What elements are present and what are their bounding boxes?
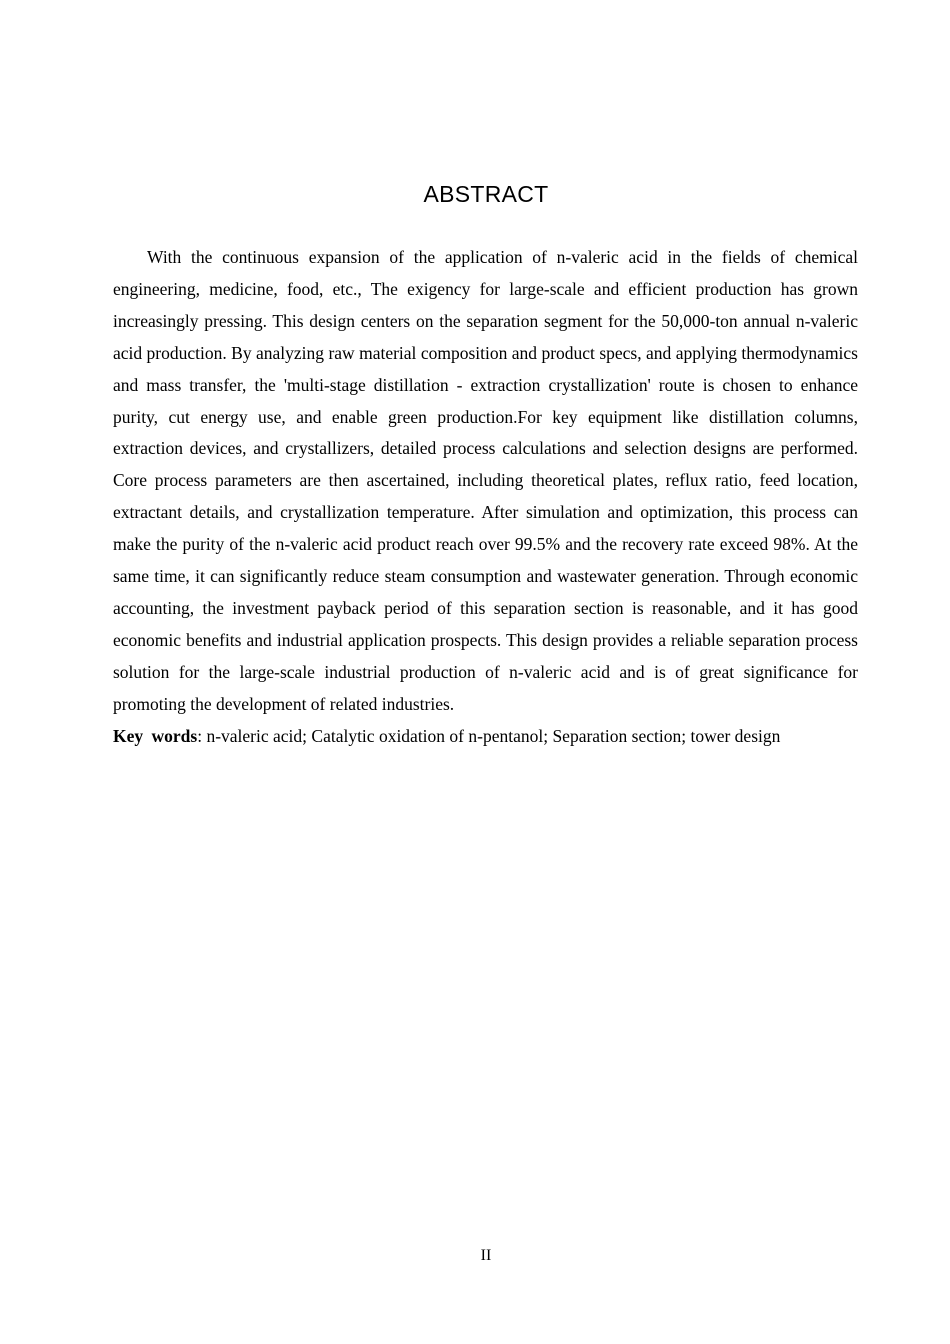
keywords-text: n-valeric acid; Catalytic oxidation of n-pentanol; Separation section; tower design bbox=[202, 725, 781, 746]
keywords-separator: : bbox=[197, 725, 203, 746]
keywords-line bbox=[113, 721, 858, 753]
abstract-body bbox=[113, 242, 858, 753]
page-number: II bbox=[480, 1247, 492, 1264]
abstract-title: ABSTRACT bbox=[423, 181, 549, 207]
abstract-paragraph: With the continuous expansion of the application of n-valeric acid in the fields of chemical engineering, medicine, food, etc., The exigency for large-scale and efficient production has grown increasingly pressing. This design centers on the separation segment for the 50,000-ton annual n-valeric acid production. By analyzing raw material composition and product specs, and applying thermodynamics and mass transfer, the 'multi-stage distillation - extraction crystallization' route is chosen to enhance purity, cut energy use, and enable green production.For key equipment like distillation columns, extraction devices, and crystallizers, detailed process calculations and selection designs are performed. Core process parameters are then ascertained, including theoretical plates, reflux ratio, feed location, extractant details, and crystallization temperature. After simulation and optimization, this process can make the purity of the n-valeric acid product reach over 99.5% and the recovery rate exceed 98%. At the same time, it can significantly reduce steam consumption and wastewater generation. Through economic accounting, the investment payback period of this separation section is reasonable, and it has good economic benefits and industrial application prospects. This design provides a reliable separation process solution for the large-scale industrial production of n-valeric acid and is of great significance for promoting the development of related industries. bbox=[113, 247, 858, 714]
keywords-label: Key words bbox=[113, 725, 198, 746]
